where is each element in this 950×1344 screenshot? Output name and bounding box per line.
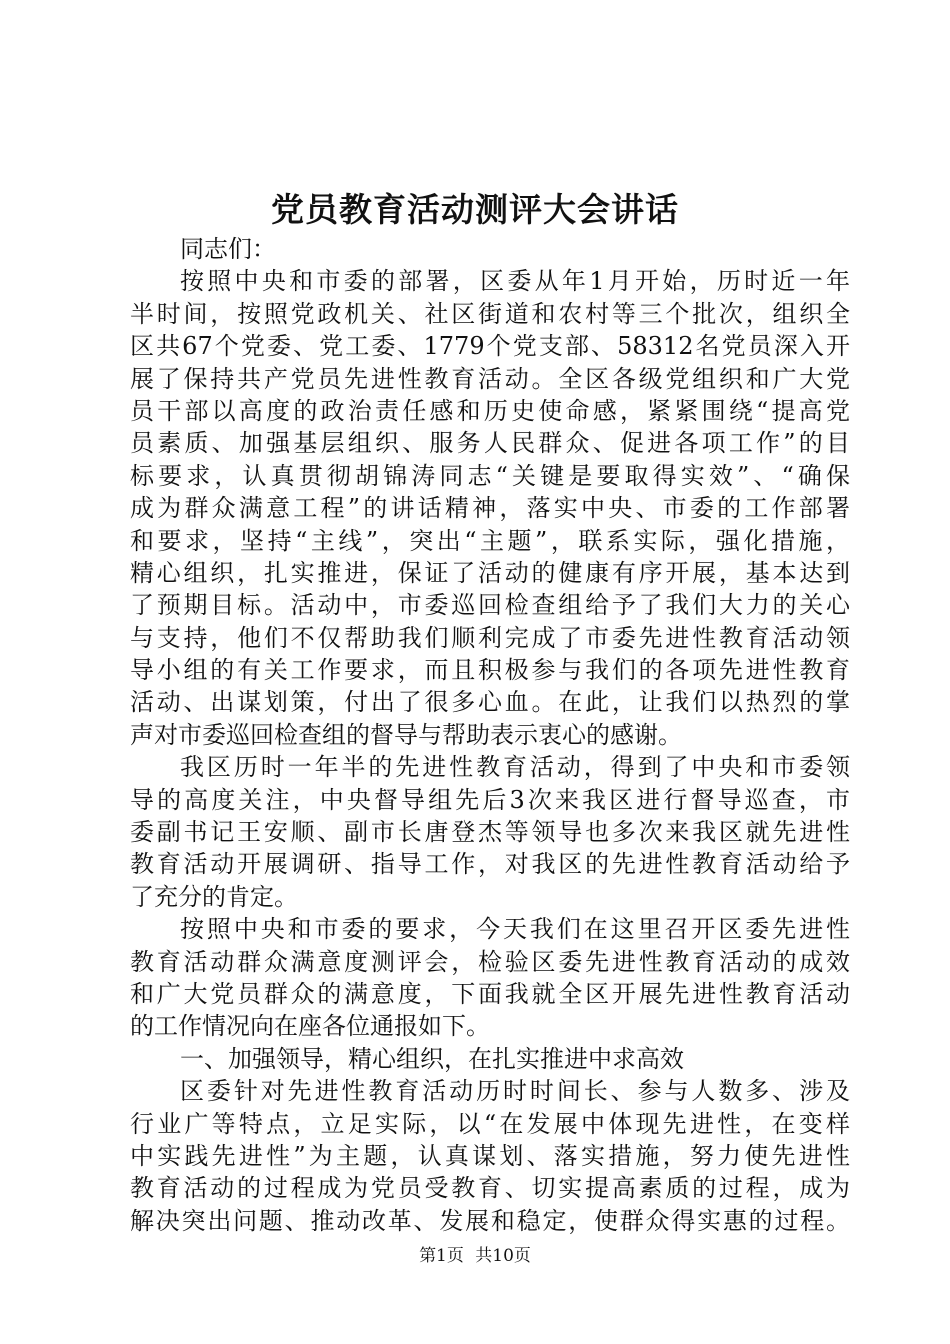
text-line: 导小组的有关工作要求，而且积极参与我们的各项先进性教育 bbox=[130, 656, 850, 685]
text-line: 行业广等特点，立足实际，以“在发展中体现先进性，在变样 bbox=[130, 1109, 850, 1138]
text-line: 声对市委巡回检查组的督导与帮助表示衷心的感谢。 bbox=[130, 720, 682, 749]
text-line: 标要求，认真贯彻胡锦涛同志“关键是要取得实效”、“确保 bbox=[130, 461, 850, 490]
text-line: 区共67个党委、党工委、1779个党支部、58312名党员深入开 bbox=[130, 332, 850, 361]
text-line: 教育活动的过程成为党员受教育、切实提高素质的过程，成为 bbox=[130, 1174, 850, 1203]
document-body bbox=[130, 233, 850, 1237]
text-line: 和广大党员群众的满意度，下面我就全区开展先进性教育活动 bbox=[130, 979, 850, 1008]
text-line: 我区历时一年半的先进性教育活动，得到了中央和市委领 bbox=[180, 753, 850, 782]
text-line: 中实践先进性”为主题，认真谋划、落实措施，努力使先进性 bbox=[130, 1141, 850, 1170]
text-line: 教育活动开展调研、指导工作，对我区的先进性教育活动给予 bbox=[130, 850, 850, 879]
text-line: 的工作情况向在座各位通报如下。 bbox=[130, 1012, 490, 1041]
text-line: 委副书记王安顺、副市长唐登杰等领导也多次来我区就先进性 bbox=[130, 818, 850, 847]
text-line: 教育活动群众满意度测评会，检验区委先进性教育活动的成效 bbox=[130, 947, 850, 976]
text-line: 按照中央和市委的部署，区委从年1月开始，历时近一年 bbox=[180, 267, 850, 296]
text-line: 按照中央和市委的要求，今天我们在这里召开区委先进性 bbox=[180, 915, 850, 944]
page-number-footer: 第1页 共10页 bbox=[419, 1246, 531, 1266]
section-heading: 一、加强领导，精心组织，在扎实推进中求高效 bbox=[180, 1044, 684, 1073]
text-line: 解决突出问题、推动改革、发展和稳定，使群众得实惠的过程。 bbox=[130, 1206, 850, 1235]
text-line: 员素质、加强基层组织、服务人民群众、促进各项工作”的目 bbox=[130, 429, 850, 458]
text-line: 了预期目标。活动中，市委巡回检查组给予了我们大力的关心 bbox=[130, 591, 850, 620]
text-line: 导的高度关注，中央督导组先后3次来我区进行督导巡查，市 bbox=[130, 785, 850, 814]
text-line: 活动、出谋划策，付出了很多心血。在此，让我们以热烈的掌 bbox=[130, 688, 850, 717]
text-line: 精心组织，扎实推进，保证了活动的健康有序开展，基本达到 bbox=[130, 558, 850, 587]
salutation-line: 同志们： bbox=[180, 235, 276, 263]
text-line: 展了保持共产党员先进性教育活动。全区各级党组织和广大党 bbox=[130, 364, 850, 393]
document-title: 党员教育活动测评大会讲话 bbox=[271, 190, 679, 229]
text-line: 了充分的肯定。 bbox=[130, 882, 298, 911]
text-line: 半时间，按照党政机关、社区街道和农村等三个批次，组织全 bbox=[130, 299, 850, 328]
text-line: 区委针对先进性教育活动历时时间长、参与人数多、涉及 bbox=[180, 1077, 850, 1106]
text-line: 员干部以高度的政治责任感和历史使命感，紧紧围绕“提高党 bbox=[130, 396, 850, 425]
text-line: 与支持，他们不仅帮助我们顺利完成了市委先进性教育活动领 bbox=[130, 623, 850, 652]
text-line: 和要求，坚持“主线”，突出“主题”，联系实际，强化措施， bbox=[130, 526, 850, 555]
text-line: 成为群众满意工程”的讲话精神，落实中央、市委的工作部署 bbox=[130, 494, 850, 523]
